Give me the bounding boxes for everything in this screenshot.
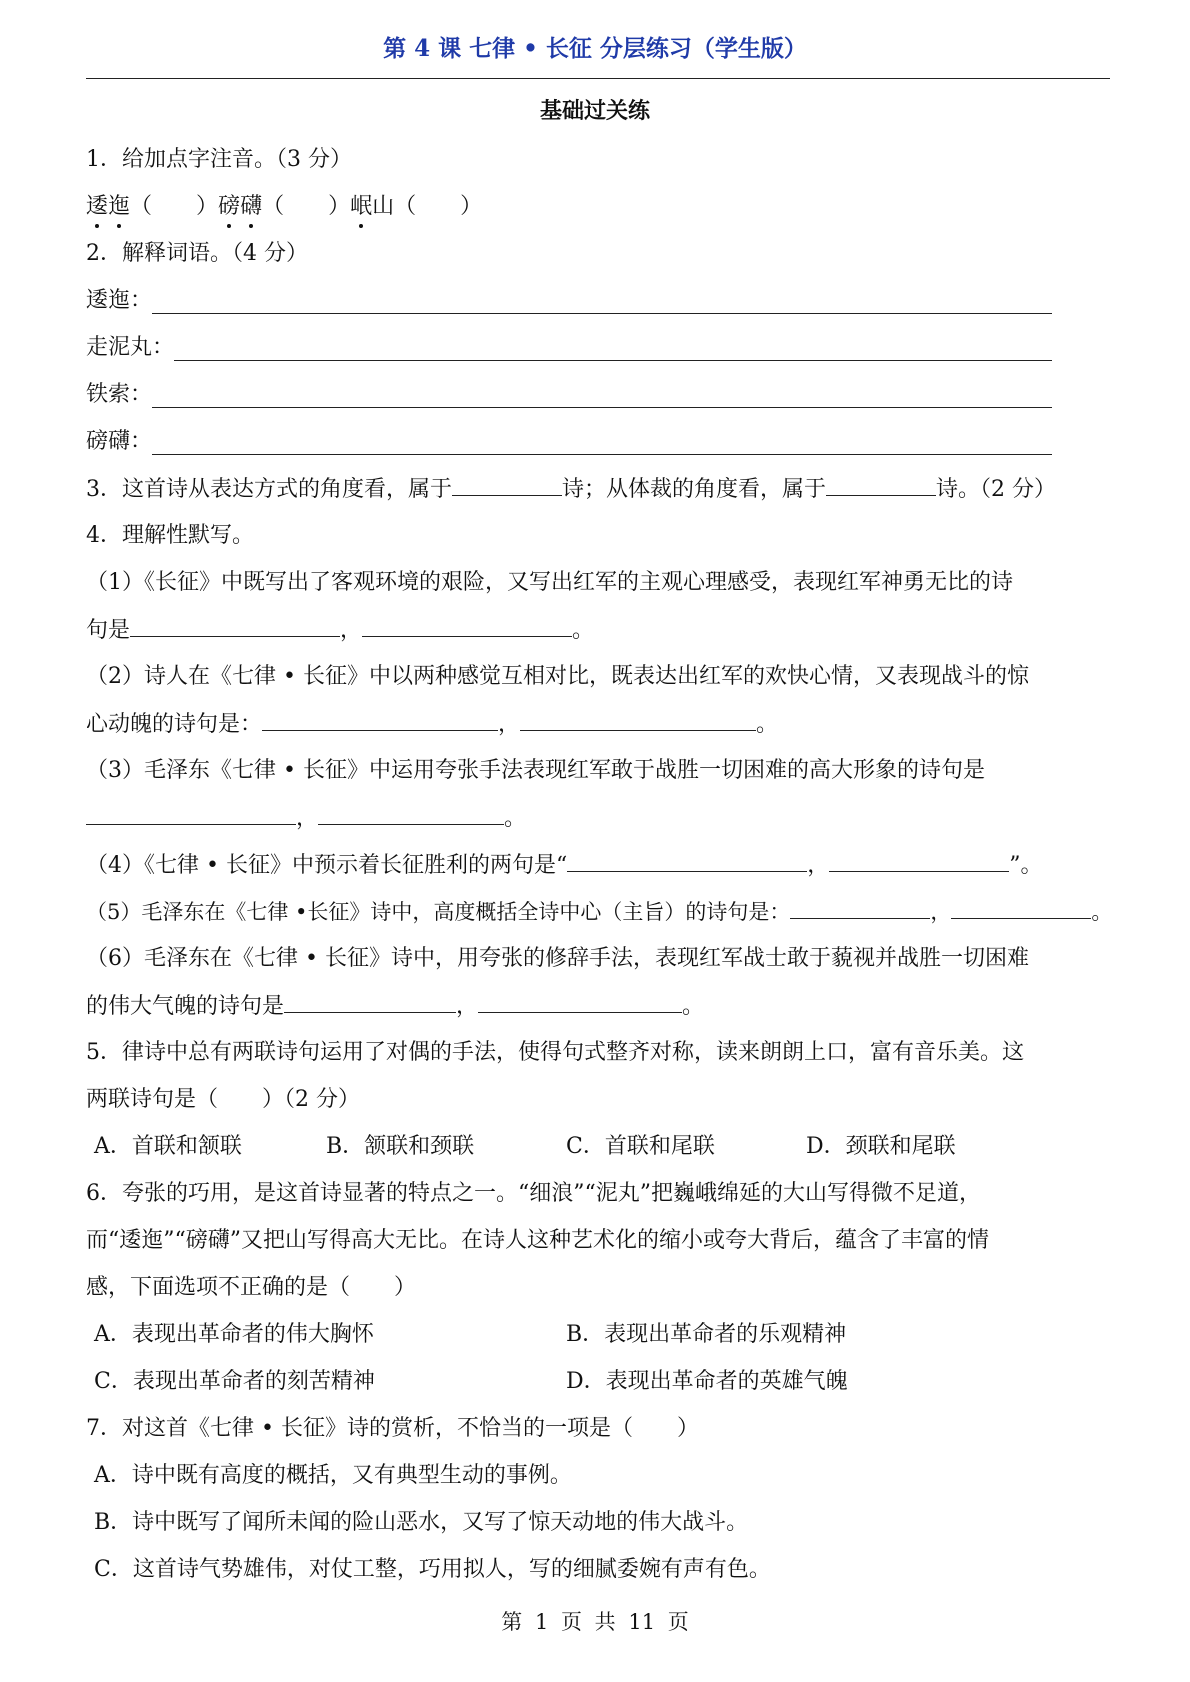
- option-a[interactable]: A．诗中既有高度的概括，又有典型生动的事例。: [94, 1463, 572, 1488]
- q4-5-line: [86, 888, 1113, 935]
- q4-1-line: （1）《长征》中既写出了客观环境的艰险，又写出红军的主观心理感受，表现红军神勇无比的诗: [86, 570, 1014, 595]
- punct: ，: [807, 853, 830, 878]
- pinyin-blank[interactable]: （ ）: [130, 194, 219, 219]
- q3-text: 诗；从体裁的角度看，属于: [562, 477, 827, 502]
- q4-stem: 4．理解性默写。: [86, 523, 254, 548]
- q4-3-line: （3）毛泽东《七律 • 长征》中运用夸张手法表现红军敢于战胜一切困难的高大形象的诗句是: [86, 758, 985, 783]
- answer-blank[interactable]: [567, 841, 807, 872]
- q5-options: [86, 1123, 1110, 1170]
- q1-item: [350, 194, 482, 219]
- answer-blank[interactable]: [86, 794, 296, 825]
- emphasis-dot-char: 磅: [218, 183, 240, 230]
- option-b[interactable]: B．诗中既写了闻所未闻的险山恶水，又写了惊天动地的伟大战斗。: [94, 1510, 749, 1535]
- option-c[interactable]: C．表现出革命者的刻苦精神: [94, 1369, 375, 1394]
- q6-options-row: [86, 1311, 1110, 1358]
- q5-line: 两联诗句是（ ）（2 分）: [86, 1087, 360, 1112]
- answer-line[interactable]: [174, 360, 1052, 361]
- punct: 。: [756, 712, 779, 737]
- term-label: 走泥丸：: [86, 335, 175, 360]
- answer-blank[interactable]: [478, 982, 682, 1013]
- q3-text: 诗。（2 分）: [936, 477, 1057, 502]
- answer-line[interactable]: [152, 407, 1052, 408]
- answer-blank[interactable]: [790, 888, 930, 919]
- q5-line: 5．律诗中总有两联诗句运用了对偶的手法，使得句式整齐对称，读来朗朗上口，富有音乐美。这: [86, 1040, 1025, 1065]
- q4-3-blanks: [86, 794, 1110, 841]
- q1-items: [86, 183, 1110, 230]
- pinyin-blank[interactable]: （ ）: [394, 194, 483, 219]
- q2-term-row: [86, 371, 1110, 418]
- option-d[interactable]: D．表现出革命者的英雄气魄: [566, 1369, 848, 1394]
- emphasis-dot-char: 逶: [86, 183, 108, 230]
- q2-term-row: [86, 324, 1110, 371]
- answer-blank[interactable]: [826, 465, 936, 496]
- q4-text: （5）毛泽东在《七律 •长征》诗中，高度概括全诗中心（主旨）的诗句是：: [86, 900, 791, 924]
- punct: ，: [930, 900, 952, 924]
- term-label: 铁索：: [86, 382, 153, 407]
- option-a[interactable]: A．表现出革命者的伟大胸怀: [94, 1322, 374, 1347]
- punct: 。: [1091, 900, 1113, 924]
- q7-stem: 7．对这首《七律 • 长征》诗的赏析，不恰当的一项是（ ）: [86, 1416, 699, 1441]
- q2-stem: 2．解释词语。（4 分）: [86, 241, 308, 266]
- term-label: 磅礴：: [86, 429, 153, 454]
- option-b[interactable]: B．颔联和颈联: [326, 1134, 475, 1159]
- punct: ，: [498, 712, 521, 737]
- answer-blank[interactable]: [520, 700, 756, 731]
- question-list: [86, 136, 1113, 1593]
- option-c[interactable]: C．首联和尾联: [566, 1134, 715, 1159]
- pinyin-blank[interactable]: （ ）: [262, 194, 351, 219]
- answer-line[interactable]: [152, 454, 1052, 455]
- section-title: 基础过关练: [539, 98, 650, 124]
- q3-text: 3．这首诗从表达方式的角度看，属于: [86, 477, 452, 502]
- answer-blank[interactable]: [262, 700, 498, 731]
- option-c[interactable]: C．这首诗气势雄伟，对仗工整，巧用拟人，写的细腻委婉有声有色。: [94, 1557, 771, 1582]
- q1-item: [86, 194, 218, 219]
- q4-6-blanks: [86, 982, 1110, 1029]
- q3-line: [86, 465, 1110, 512]
- punct: ，: [296, 806, 319, 831]
- page-footer: 第 1 页 共 11 页: [501, 1610, 689, 1634]
- plain-char: 山: [372, 194, 395, 219]
- q1-item: [218, 194, 350, 219]
- term-label: 逶迤：: [86, 288, 153, 313]
- punct: 。: [682, 994, 705, 1019]
- q4-1-blanks: [86, 606, 1110, 653]
- q4-text: 句是: [86, 618, 131, 643]
- q2-term-row: [86, 418, 1110, 465]
- q4-4-line: [86, 841, 1110, 888]
- answer-blank[interactable]: [829, 841, 1009, 872]
- option-a[interactable]: A．首联和颔联: [94, 1134, 242, 1159]
- option-d[interactable]: D．颈联和尾联: [806, 1134, 956, 1159]
- punct: 。: [504, 806, 527, 831]
- answer-blank[interactable]: [284, 982, 456, 1013]
- answer-blank[interactable]: [318, 794, 504, 825]
- header-divider: [86, 78, 1110, 79]
- q4-2-line: （2）诗人在《七律 • 长征》中以两种感觉互相对比，既表达出红军的欢快心情，又表现战斗的惊: [86, 664, 1029, 689]
- q4-6-line: （6）毛泽东在《七律 • 长征》诗中，用夸张的修辞手法，表现红军战士敢于藐视并战胜一切困难: [86, 946, 1029, 971]
- emphasis-dot-char: 礴: [240, 183, 262, 230]
- answer-line[interactable]: [152, 313, 1052, 314]
- q4-text: （4）《七律 • 长征》中预示着长征胜利的两句是“: [86, 853, 568, 878]
- punct: ，: [340, 618, 363, 643]
- q4-text: 的伟大气魄的诗句是: [86, 994, 285, 1019]
- answer-blank[interactable]: [452, 465, 562, 496]
- q6-line: 6．夸张的巧用，是这首诗显著的特点之一。“细浪”“泥丸”把巍峨绵延的大山写得微不足道，: [86, 1181, 981, 1206]
- answer-blank[interactable]: [951, 888, 1091, 919]
- emphasis-dot-char: 迤: [108, 183, 130, 230]
- answer-blank[interactable]: [362, 606, 572, 637]
- q2-term-row: [86, 277, 1110, 324]
- q1-stem: 1．给加点字注音。（3 分）: [86, 147, 352, 172]
- q6-options-row: [86, 1358, 1110, 1405]
- emphasis-dot-char: 岷: [350, 183, 372, 230]
- option-b[interactable]: B．表现出革命者的乐观精神: [566, 1322, 847, 1347]
- punct: ，: [456, 994, 479, 1019]
- punct: 。: [572, 618, 595, 643]
- q4-2-blanks: [86, 700, 1110, 747]
- punct: ”。: [1009, 853, 1043, 878]
- q6-line: 感，下面选项不正确的是（ ）: [86, 1275, 417, 1300]
- answer-blank[interactable]: [130, 606, 340, 637]
- q6-line: 而“逶迤”“磅礴”又把山写得高大无比。在诗人这种艺术化的缩小或夸大背后，蕴含了丰富的情: [86, 1228, 989, 1253]
- page-header-title: 第 4 课 七律 • 长征 分层练习（学生版）: [383, 35, 807, 62]
- q4-text: 心动魄的诗句是：: [86, 712, 263, 737]
